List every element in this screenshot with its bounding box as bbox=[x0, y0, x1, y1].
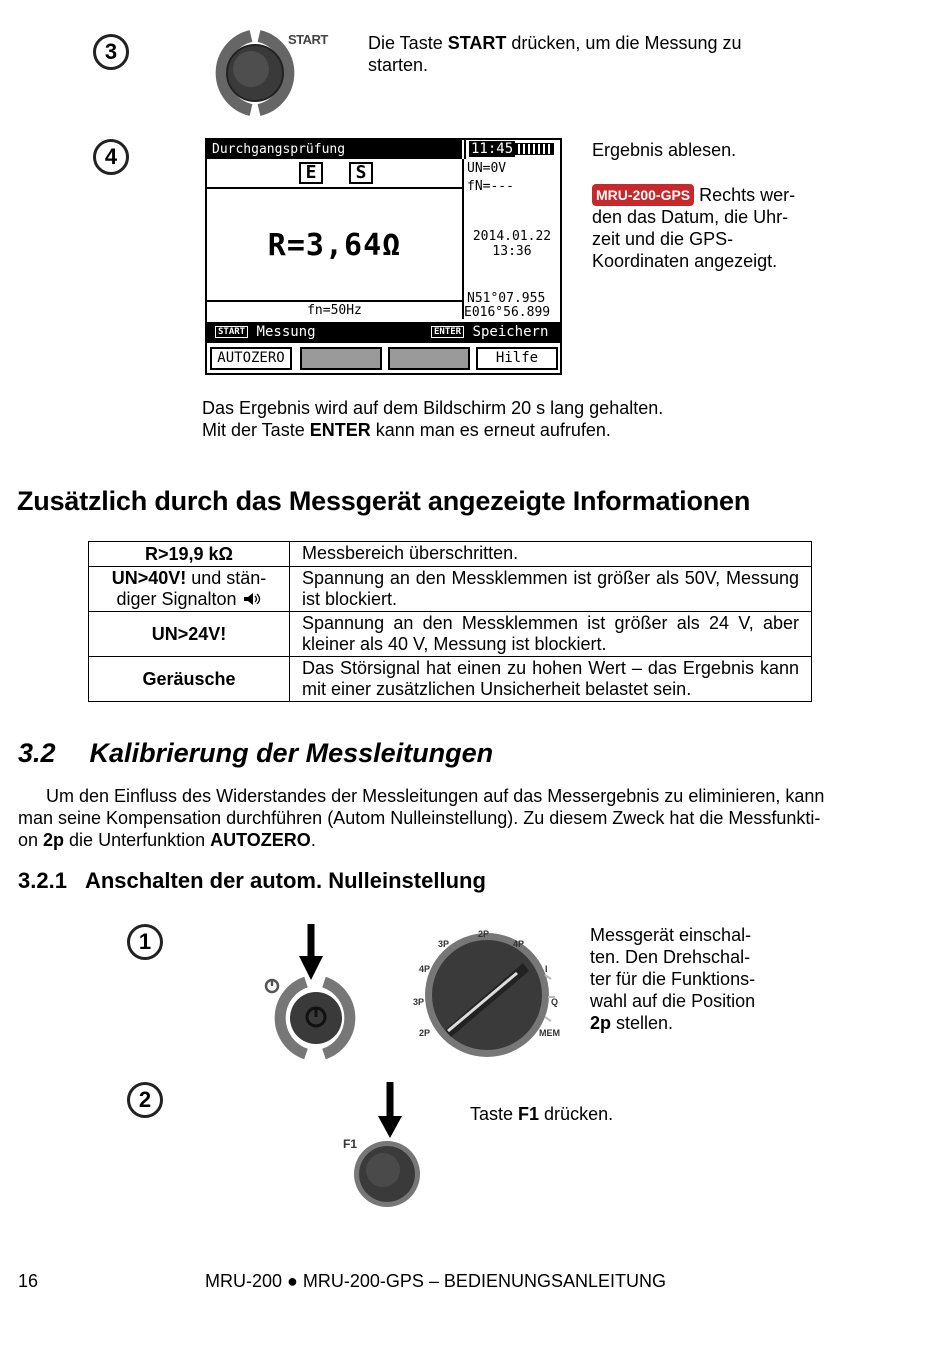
battery-icon bbox=[514, 143, 554, 155]
result-text: Ergebnis ablesen. bbox=[592, 140, 737, 160]
dial-label: 4P bbox=[419, 964, 431, 974]
speaker-icon bbox=[242, 592, 262, 606]
f1-label: F1 bbox=[343, 1137, 358, 1151]
rotary-dial-icon bbox=[405, 925, 570, 1060]
step-number-4: 4 bbox=[93, 139, 129, 175]
table-row: UN>40V! und stän- diger Signalton Spannung an den Messklemmen ist größer als 50V, Messung ist blockiert. bbox=[89, 567, 812, 612]
dial-label: Q bbox=[551, 997, 559, 1007]
step-number-2: 2 bbox=[127, 1082, 163, 1118]
gps-note: MRU-200-GPS Rechts wer- den das Datum, die Uhr- zeit und die GPS- Koordinaten angezeigt. bbox=[592, 185, 796, 271]
f3-button[interactable] bbox=[388, 347, 470, 370]
lcd-fn: fN=--- bbox=[467, 179, 514, 194]
dial-label: I bbox=[545, 964, 548, 974]
gps-badge: MRU-200-GPS bbox=[592, 184, 694, 206]
lcd-title: Durchgangsprüfung bbox=[207, 140, 462, 159]
step-number-3: 3 bbox=[93, 34, 129, 70]
lcd-indicator-s: S bbox=[349, 162, 373, 184]
lcd-result: R=3,64Ω bbox=[267, 228, 402, 263]
info-table bbox=[88, 541, 812, 702]
page-number: 16 bbox=[18, 1271, 39, 1291]
section-3-2-heading: 3.2 Kalibrierung der Messleitungen bbox=[18, 738, 494, 768]
lcd-longitude: E016°56.899 bbox=[464, 305, 551, 320]
dial-label: 3P bbox=[438, 939, 450, 949]
lcd-un: UN=0V bbox=[467, 161, 507, 176]
dial-label: 3P bbox=[413, 997, 425, 1007]
dial-label: 2P bbox=[478, 929, 490, 939]
dial-label: 2P bbox=[419, 1028, 431, 1038]
step3-text: Die Taste START drücken, um die Messung zu starten. bbox=[368, 33, 742, 75]
start-label: START bbox=[288, 32, 328, 47]
f1-autozero-button[interactable]: AUTOZERO bbox=[210, 347, 292, 370]
table-row: UN>24V! Spannung an den Messklemmen ist größer als 24 V, aber kleiner als 40 V, Messung ist blockiert. bbox=[89, 612, 812, 657]
lcd-frequency: fn=50Hz bbox=[307, 303, 362, 318]
lcd-clock: 13:36 bbox=[492, 244, 532, 259]
f2-button[interactable] bbox=[300, 347, 382, 370]
lcd-date: 2014.01.22 bbox=[472, 229, 552, 244]
step2-text: Taste F1 drücken. bbox=[470, 1104, 614, 1124]
table-row: R>19,9 kΩ Messbereich überschritten. bbox=[89, 542, 812, 567]
info-heading: Zusätzlich durch das Messgerät angezeigte Informationen bbox=[17, 486, 751, 516]
lcd-indicator-e: E bbox=[299, 162, 323, 184]
section-3-2-1-heading: 3.2.1 Anschalten der autom. Nulleinstellung bbox=[18, 868, 486, 893]
dial-label: 4P bbox=[513, 939, 525, 949]
lcd-time: 11:45 bbox=[471, 141, 514, 157]
lcd-statusbar: START Messung ENTER Speichern bbox=[207, 322, 560, 343]
start-key: START bbox=[215, 326, 248, 338]
section-3-2-paragraph: Um den Einfluss des Widerstandes der Messleitungen auf das Messergebnis zu eliminieren, kann man seine Kompensation durchführen (Autom Nulleinstellung). Zu diesem Zweck hat die Messfunkti- on 2p die Unterfunktion AUTOZERO. bbox=[18, 786, 825, 850]
table-row: Geräusche Das Störsignal hat einen zu hohen Wert – das Ergebnis kann mit einer zusätzlichen Unsicherheit belastet sein. bbox=[89, 657, 812, 702]
dial-label: MEM bbox=[539, 1028, 560, 1038]
footer-title: MRU-200 ● MRU-200-GPS – BEDIENUNGSANLEITUNG bbox=[205, 1271, 666, 1291]
step-number-1: 1 bbox=[127, 924, 163, 960]
f4-help-button[interactable]: Hilfe bbox=[476, 347, 558, 370]
enter-key: ENTER bbox=[431, 326, 464, 338]
lcd-screen bbox=[205, 138, 562, 375]
step1-text: Messgerät einschal- ten. Den Drehschal- ter für die Funktions- wahl auf die Position 2p stellen. bbox=[590, 925, 756, 1033]
power-button-icon bbox=[258, 920, 368, 1060]
lcd-latitude: N51°07.955 bbox=[467, 291, 546, 306]
hold-note: Das Ergebnis wird auf dem Bildschirm 20 s lang gehalten. Mit der Taste ENTER kann man es erneut aufrufen. bbox=[202, 398, 664, 440]
lcd-time-area bbox=[464, 140, 560, 159]
